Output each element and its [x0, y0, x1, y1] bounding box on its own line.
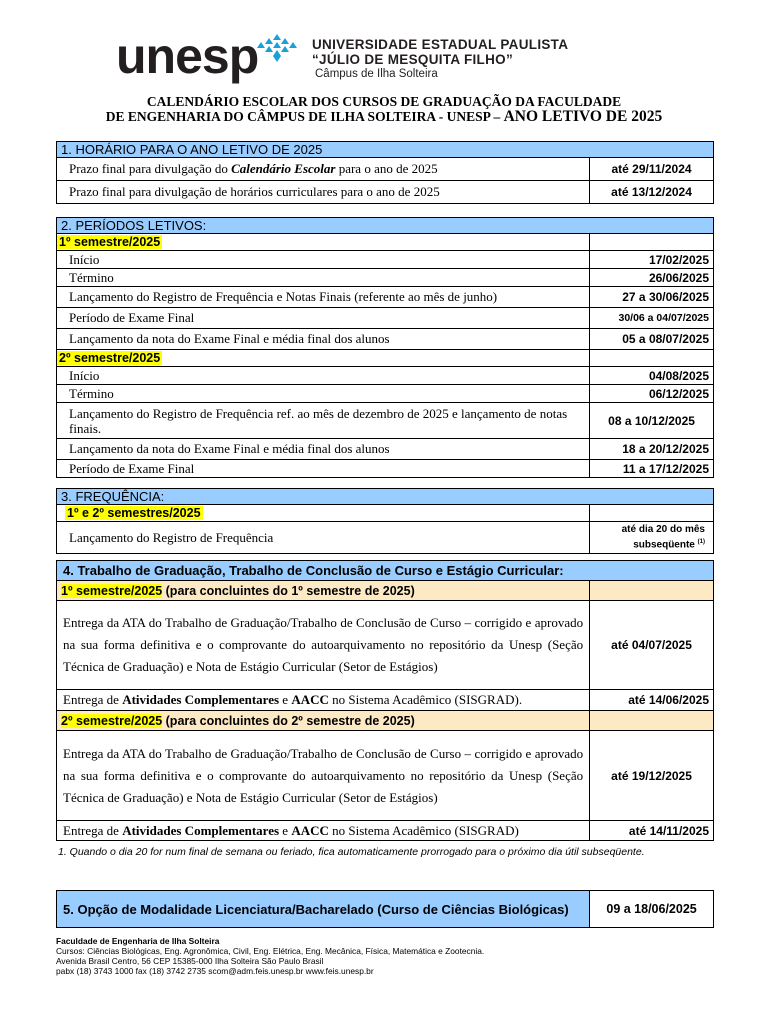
footnote-ref: (1)	[697, 539, 705, 545]
list-item: Lançamento do Registro de Frequência ref. ao mês de dezembro de 2025 e lançamento de notas finais.	[57, 403, 590, 439]
s4-sem1-rest: (para concluintes do 1º semestre de 2025)	[162, 583, 415, 598]
s3-row-date	[590, 522, 714, 554]
list-item: Lançamento da nota do Exame Final e média final dos alunos	[57, 329, 590, 350]
footer-courses: Cursos: Ciências Biológicas, Eng. Agronômica, Civil, Eng. Elétrica, Eng. Mecânica, Física, Matemática e Zootecnia.	[56, 946, 485, 956]
title-line-2	[0, 109, 768, 124]
list-item-date: 26/06/2025	[590, 269, 714, 287]
s2-sem2-label: 2º semestre/2025	[59, 351, 161, 365]
title-line-1: CALENDÁRIO ESCOLAR DOS CURSOS DE GRADUAÇÃO DA FACULDADE	[146, 94, 622, 109]
s2-sem2-cell	[57, 350, 590, 367]
s4-sem1-ata-date: até 04/07/2025	[590, 601, 714, 690]
list-item: Período de Exame Final	[57, 308, 590, 329]
university-name	[312, 37, 568, 81]
section-1-table	[56, 141, 714, 204]
s4-sem2-ata: Entrega da ATA do Trabalho de Graduação/Trabalho de Conclusão de Curso – corrigido e aprovado na sua forma definitiva e o comprovante do autoarquivamento no repositório da Unesp (Seção Técnica de Graduação) e Nota de Estágio Curricular (Setor de Estágios)	[57, 731, 590, 821]
s1-row-1-pre: Prazo final para divulgação do	[69, 161, 232, 176]
document-title	[0, 94, 768, 124]
s4-sem2-cell	[57, 711, 590, 731]
s4-ac-pre: Entrega de	[63, 822, 123, 838]
unesp-star-icon	[257, 34, 297, 62]
s4-sem1-ac-date: até 14/06/2025	[590, 690, 714, 711]
s4-ac-post: no Sistema Acadêmico (SISGRAD)	[328, 822, 519, 838]
s3-date-line-2-text: subseqüente	[633, 539, 695, 551]
s3-semester-empty	[590, 505, 714, 522]
list-item: Lançamento da nota do Exame Final e média final dos alunos	[57, 439, 590, 460]
s4-sem1-ac	[57, 690, 590, 711]
s3-semester-cell	[57, 505, 590, 522]
s4-sem2-rest: (para concluintes do 2º semestre de 2025)	[162, 713, 415, 728]
list-item-date: 30/06 a 04/07/2025	[590, 308, 714, 329]
s1-row-1-date: até 29/11/2024	[590, 158, 714, 181]
s3-row-label: Lançamento do Registro de Frequência	[57, 522, 590, 554]
section-4-table	[56, 560, 714, 841]
s4-sem2-label: 2º semestre/2025	[61, 713, 163, 728]
s4-ac-mid: e	[279, 822, 292, 838]
s3-semester-label: 1º e 2º semestres/2025	[67, 506, 201, 520]
section-5-date: 09 a 18/06/2025	[590, 891, 714, 928]
list-item: Término	[57, 385, 590, 403]
s3-date-line-2	[594, 536, 705, 551]
logo-wordmark: unesp	[116, 28, 259, 84]
s1-row-1-label	[57, 158, 590, 181]
footer-address: Avenida Brasil Centro, 56 CEP 15385-000 Ilha Solteira São Paulo Brasil	[56, 956, 324, 966]
list-item-date: 18 a 20/12/2025	[590, 439, 714, 460]
footer-faculty: Faculdade de Engenharia de Ilha Solteira	[56, 936, 220, 946]
s4-sem1-ata: Entrega da ATA do Trabalho de Graduação/Trabalho de Conclusão de Curso – corrigido e aprovado na sua forma definitiva e o comprovante do autoarquivamento no repositório da Unesp (Seção Técnica de Graduação) e Nota de Estágio Curricular (Setor de Estágios)	[57, 601, 590, 690]
list-item-date: 05 a 08/07/2025	[590, 329, 714, 350]
list-item-date: 17/02/2025	[590, 251, 714, 269]
s4-ac-bold-2: AACC	[291, 822, 329, 838]
list-item: Início	[57, 251, 590, 269]
university-line-1: UNIVERSIDADE ESTADUAL PAULISTA	[312, 37, 569, 52]
section-2-table	[56, 217, 714, 478]
s2-sem1-label: 1º semestre/2025	[59, 235, 161, 249]
campus-name: Câmpus de Ilha Solteira	[315, 68, 438, 80]
s2-sem2-empty	[590, 350, 714, 367]
list-item-date: 06/12/2025	[590, 385, 714, 403]
s4-ac-mid: e	[279, 692, 292, 707]
title-line-2-text: DE ENGENHARIA DO CÂMPUS DE ILHA SOLTEIRA - UNESP –	[105, 109, 501, 124]
s1-row-2-date: até 13/12/2024	[590, 181, 714, 204]
section-2-heading: 2. PERÍODOS LETIVOS:	[57, 218, 714, 234]
s4-ac-post: no Sistema Acadêmico (SISGRAD).	[328, 692, 523, 707]
s4-sem2-empty	[590, 711, 714, 731]
list-item-date: 08 a 10/12/2025	[590, 403, 714, 439]
s3-date-line-1: até dia 20 do mês	[621, 524, 705, 535]
s4-ac-bold-2: AACC	[291, 692, 329, 707]
list-item-date: 04/08/2025	[590, 367, 714, 385]
list-item-date: 11 a 17/12/2025	[590, 460, 714, 478]
s1-row-2-label: Prazo final para divulgação de horários curriculares para o ano de 2025	[57, 181, 590, 204]
s4-sem1-empty	[590, 581, 714, 601]
s4-sem1-label: 1º semestre/2025	[61, 583, 163, 598]
list-item: Período de Exame Final	[57, 460, 590, 478]
section-3-heading: 3. FREQUÊNCIA:	[57, 489, 714, 505]
list-item: Término	[57, 269, 590, 287]
unesp-logo	[116, 30, 576, 86]
s1-row-1-post: para o ano de 2025	[335, 161, 438, 176]
s4-ac-bold-1: Atividades Complementares	[122, 822, 280, 838]
section-1-heading: 1. HORÁRIO PARA O ANO LETIVO DE 2025	[57, 142, 714, 158]
title-year: ANO LETIVO DE 2025	[503, 108, 663, 125]
section-3-table	[56, 488, 714, 554]
s4-ac-bold-1: Atividades Complementares	[122, 692, 280, 707]
s4-sem2-ata-date: até 19/12/2025	[590, 731, 714, 821]
footer-contacts: pabx (18) 3743 1000 fax (18) 3742 2735 scom@adm.feis.unesp.br www.feis.unesp.br	[56, 966, 374, 976]
footer	[56, 936, 484, 976]
s2-sem1-cell	[57, 234, 590, 251]
list-item: Início	[57, 367, 590, 385]
section-5-table	[56, 890, 714, 928]
s4-ac-pre: Entrega de	[63, 692, 123, 707]
s2-sem1-empty	[590, 234, 714, 251]
university-line-2: “JÚLIO DE MESQUITA FILHO”	[312, 52, 514, 67]
s4-sem2-ac	[57, 821, 590, 841]
s1-row-1-emph: Calendário Escolar	[231, 161, 336, 176]
section-5-heading: 5. Opção de Modalidade Licenciatura/Bacharelado (Curso de Ciências Biológicas)	[57, 891, 590, 928]
s4-sem1-cell	[57, 581, 590, 601]
footnote: 1. Quando o dia 20 for num final de semana ou feriado, fica automaticamente prorrogado para o próximo dia útil subseqüente.	[58, 846, 645, 858]
list-item: Lançamento do Registro de Frequência e Notas Finais (referente ao mês de junho)	[57, 287, 590, 308]
s4-sem2-ac-date: até 14/11/2025	[590, 821, 714, 841]
section-4-heading: 4. Trabalho de Graduação, Trabalho de Conclusão de Curso e Estágio Curricular:	[57, 561, 714, 581]
list-item-date: 27 a 30/06/2025	[590, 287, 714, 308]
